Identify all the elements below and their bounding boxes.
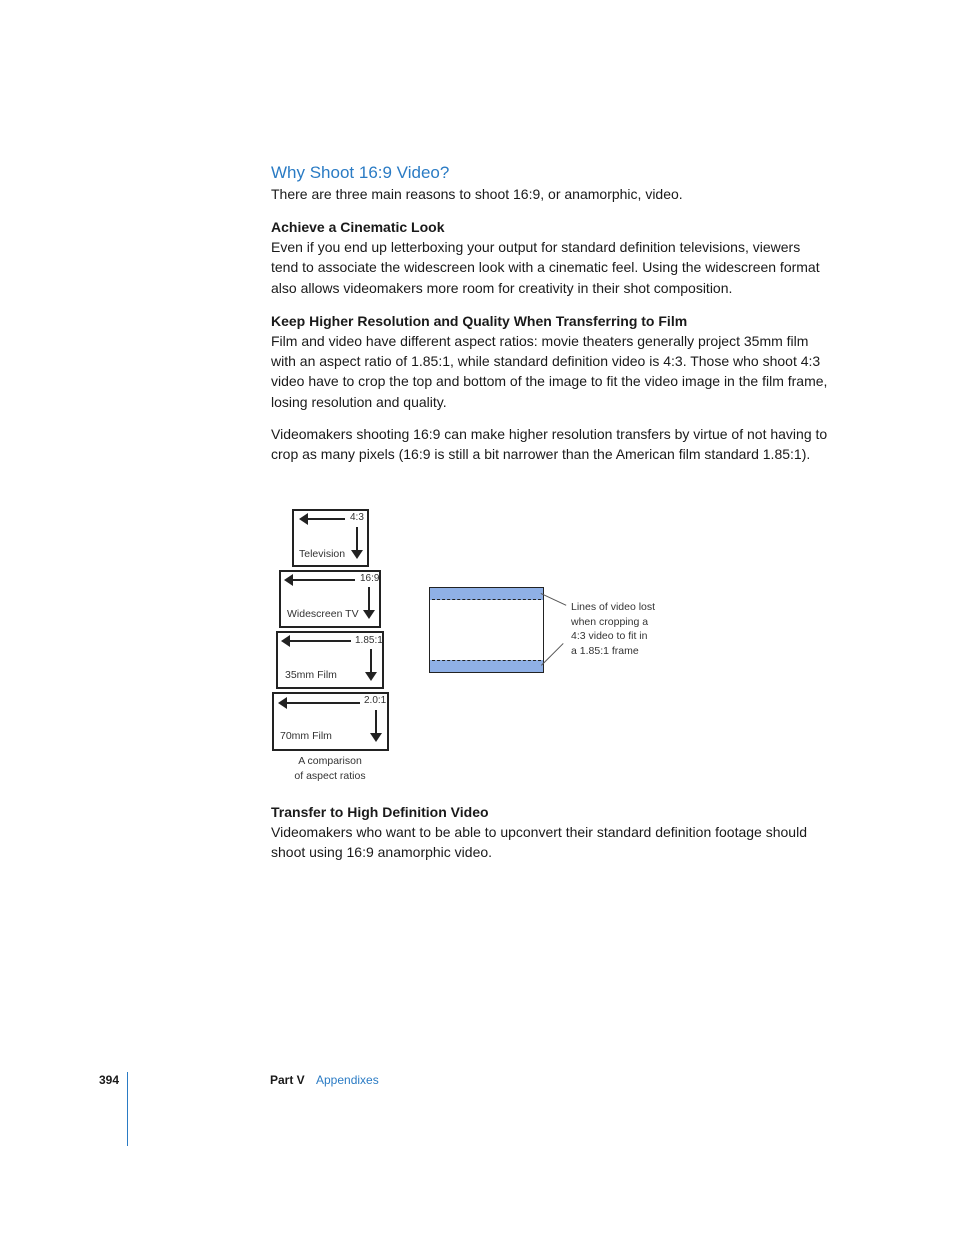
section-heading-film-transfer: Keep Higher Resolution and Quality When Transferring to Film xyxy=(271,312,688,329)
height-arrow xyxy=(368,587,370,611)
callout-line-text: when cropping a xyxy=(571,615,649,628)
footer-part: Part V xyxy=(270,1073,305,1087)
width-arrow xyxy=(307,518,345,520)
ratio-label: 4:3 xyxy=(350,512,364,523)
main-content-lower xyxy=(271,802,831,863)
height-arrow xyxy=(370,649,372,673)
crop-line-top xyxy=(432,599,541,600)
ratio-label: 1.85:1 xyxy=(355,635,383,646)
callout-line-top xyxy=(541,593,567,606)
callout-line-text: Lines of video lost xyxy=(571,601,656,613)
lost-lines-bottom-band xyxy=(430,660,543,672)
ratio-label: 16:9 xyxy=(360,573,380,584)
width-arrow xyxy=(286,702,360,704)
width-arrow xyxy=(292,579,355,581)
intro-text: There are three main reasons to shoot 16:9, or anamorphic, video. xyxy=(271,186,683,202)
callout-line-bottom xyxy=(541,643,564,666)
page-number: 394 xyxy=(99,1073,120,1087)
main-content xyxy=(271,162,831,465)
caption-line: A comparison xyxy=(298,755,362,767)
paragraph: Videomakers shooting 16:9 can make higher resolution transfers by virtue of not having to crop as many pixels (16:9 is still a bit narrower than the American film standard 1.85:1). xyxy=(271,426,828,463)
figure-caption xyxy=(270,754,390,784)
callout-line-text: 4:3 video to fit in xyxy=(571,630,648,643)
footer-section-link[interactable]: Appendixes xyxy=(316,1073,379,1087)
box-label: 70mm Film xyxy=(280,730,332,742)
box-label: Television xyxy=(299,548,346,560)
page-title: Why Shoot 16:9 Video? xyxy=(271,163,450,182)
caption-line: of aspect ratios xyxy=(294,770,366,782)
paragraph: Videomakers who want to be able to upconvert their standard definition footage should shoot using 16:9 anamorphic video. xyxy=(271,824,807,861)
height-arrow xyxy=(375,710,377,734)
section-heading-hd: Transfer to High Definition Video xyxy=(271,804,489,820)
paragraph: Even if you end up letterboxing your output for standard definition televisions, viewers tend to associate the widescreen look with a cinematic feel. Using the widescreen format also allows videomakers more room for creativity in their shot composition. xyxy=(271,239,820,296)
section-heading-cinematic: Achieve a Cinematic Look xyxy=(271,219,445,235)
crop-frame-diagram xyxy=(429,587,544,673)
paragraph: Film and video have different aspect ratios: movie theaters generally project 35mm film with an aspect ratio of 1.85:1, while standard definition video is 4:3. Those who shoot 4:3 video have to crop the top and bottom of the image to fit the video image in the film frame, losing resolution and quality. xyxy=(271,332,828,410)
callout-line-text: a 1.85:1 frame xyxy=(571,645,639,658)
crop-line-bottom xyxy=(432,660,541,661)
callout-text xyxy=(571,600,671,659)
height-arrow xyxy=(356,527,358,551)
width-arrow xyxy=(289,640,351,642)
ratio-label: 2.0:1 xyxy=(364,695,387,706)
box-label: 35mm Film xyxy=(285,669,337,681)
box-label: Widescreen TV xyxy=(287,608,359,620)
footer-rule xyxy=(127,1072,128,1146)
